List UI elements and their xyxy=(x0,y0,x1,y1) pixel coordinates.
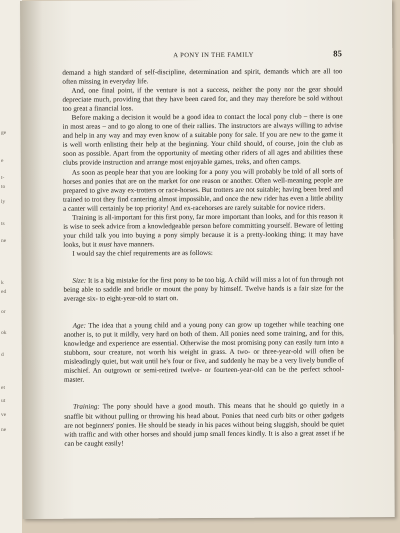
paragraph: I would say the chief requirements are as follows: xyxy=(72,248,213,258)
book-page xyxy=(20,0,395,519)
page-body xyxy=(62,67,344,448)
facing-page-fragment: ut xyxy=(1,398,6,404)
paragraph: And, one final point, if the venture is not a success, neither the pony nor the gear should depreciate much, providing that they have been cared for, and they may therefore be sold without too great a financial loss. xyxy=(62,85,343,113)
facing-page-fragment: t- xyxy=(1,175,5,181)
facing-page-fragment: e xyxy=(1,158,4,164)
facing-page-fragment: ts xyxy=(1,221,5,227)
facing-page-fragment: ge xyxy=(1,130,7,136)
facing-page-fragment: ne xyxy=(1,427,7,433)
facing-page-fragment: ne xyxy=(1,238,7,244)
paragraph-text: have manners. xyxy=(111,240,155,249)
requirement-training xyxy=(64,402,344,449)
facing-page-fragment: ok xyxy=(1,330,7,336)
requirement-age xyxy=(64,320,344,385)
emphasis-word: must xyxy=(98,240,112,249)
facing-page-fragment: ly xyxy=(1,199,6,205)
facing-page-fragment: k xyxy=(1,280,4,286)
running-header: A PONY IN THE FAMILY xyxy=(173,51,254,60)
paragraph xyxy=(63,212,343,250)
paragraph: demand a high standard of self-discipline, determination and spirit, demands which are all too often missing in everyday life. xyxy=(62,67,343,86)
facing-page-text xyxy=(0,0,22,533)
facing-page-fragment: d xyxy=(1,352,4,358)
page-number: 85 xyxy=(333,48,342,59)
requirement-text: The pony should have a good mouth. This means that he should go quietly in a snaffle bit without pulling or throwing his head about. Ponies that need curb bits or other gadgets are not beginners' ponies. He should be steady in his paces without being sluggish, should be quiet with traffic and with other horses and should jump small fences kindly. It is also a great asset if he can be caught easily! xyxy=(64,401,345,448)
requirement-text: The idea that a young child and a young pony can grow up together while teaching one another is, to put it mildly, very hard on both of them. All ponies need some training, and for this, knowledge and experience are essential. Otherwise the most promising pony can easily turn into a stubborn, sour creature, not worth his weight in grass. A two- or three-year-old will often be misleadingly quiet, but wait until he's four or five, and suddenly he may be a very lively bundle of mischief. An outgrown or semi-retired twelve- or fourteen-year-old can be the perfect school-master. xyxy=(63,320,344,385)
facing-page-fragment: et xyxy=(1,385,5,391)
facing-page-fragment: or xyxy=(1,309,6,315)
facing-page-fragment: ve xyxy=(1,412,7,418)
requirement-label: Size: xyxy=(72,276,87,285)
facing-page-fragment: ed xyxy=(1,289,7,295)
paragraph: As soon as people hear that you are looking for a pony you will probably be told of all sorts of horses and ponies that are on the market for one reason or another. Often well-meaning people are prepared to give away ex-trotters or race-horses. But trotters are not suitable; having been bred and trained to trot they find cantering almost impossible, and once the new rider has even a little ability a canter will certainly be top priority! And ex-racehorses are rarely suitable for novice riders. xyxy=(62,166,344,213)
facing-page-fragment: to xyxy=(1,184,6,190)
paragraph-text: Training is all-important for this first pony, far more important than looks, and for this reason it is wise to seek advice from a knowledgeable person before committing yourself. Beware of letting your child talk you into buying a pony simply because it is a pretty-looking thing; it may have looks, but it xyxy=(63,212,344,249)
requirement-text: It is a big mistake for the first pony to be too big. A child will miss a lot of fun through not being able to saddle and bridle or mount the pony by himself. Twelve hands is a fair size for the average six- to eight-year-old to start on. xyxy=(63,275,344,303)
paragraph: Before making a decision it would be a good idea to contact the local pony club – there is one in most areas – and to go along to one of their rallies. The instructors are always willing to advise and help in any way and may even know of a suitable pony for sale. If you are new to the game it is well worth enlisting their help at the beginning. Your child should, of course, join the club as soon as possible. Apart from the opportunity of meeting other riders of all ages and abilities these clubs provide instruction and arrange most enjoyable games, treks, and often camps. xyxy=(62,112,343,168)
requirement-size xyxy=(63,275,343,304)
requirement-label: Age: xyxy=(72,321,87,330)
requirement-label: Training: xyxy=(73,403,100,412)
